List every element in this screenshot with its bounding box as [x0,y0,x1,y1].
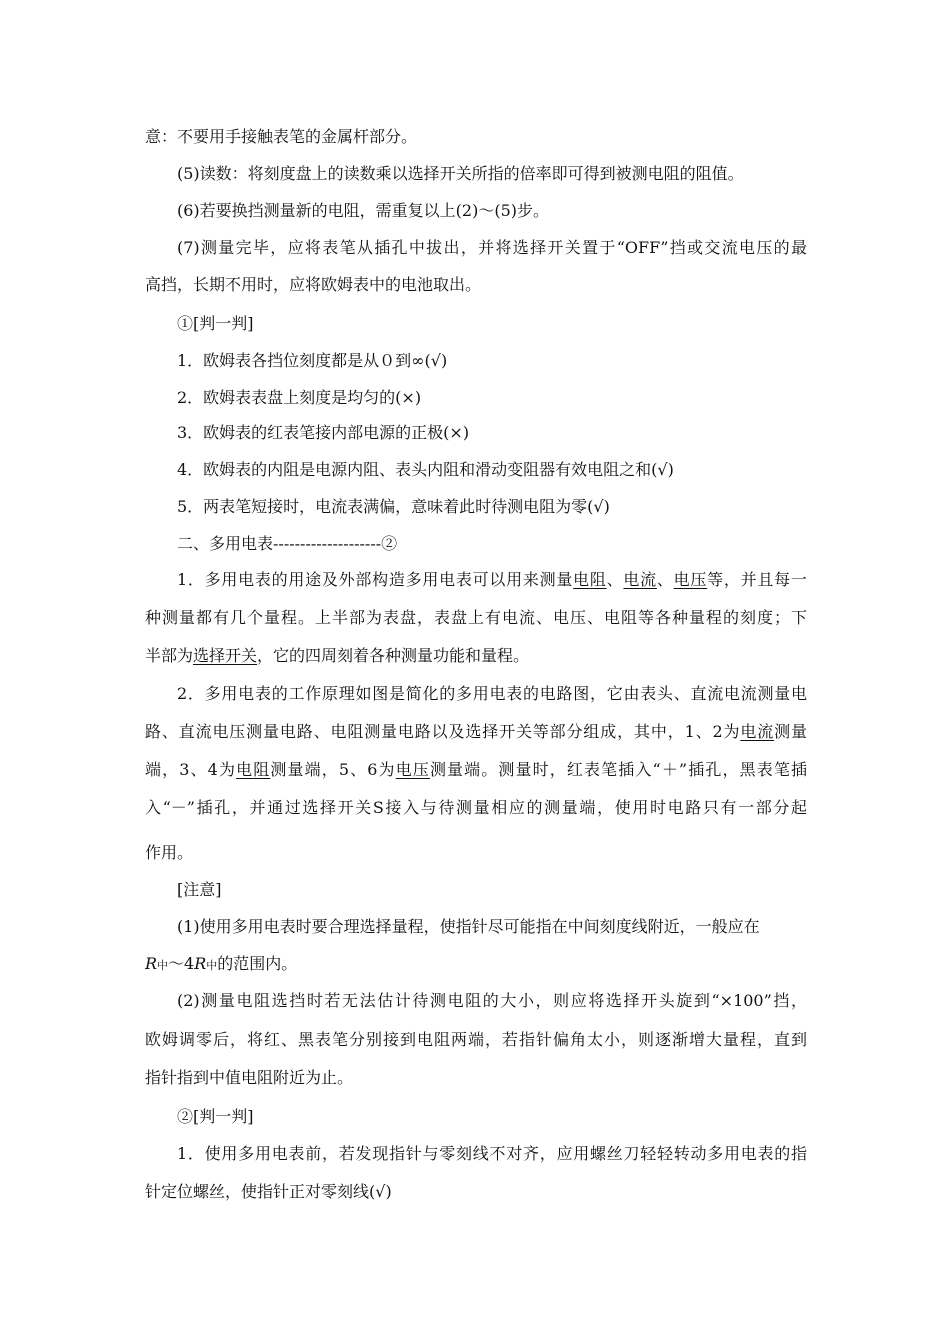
underlined-term: 选择开关 [193,646,258,665]
paragraph-line: 指针指到中值电阻附近为止。 [145,1068,354,1087]
text-span: 路、直流电压测量电路、电阻测量电路以及选择开关等部分组成，其中，1、2为 [145,722,741,741]
list-item: 1．欧姆表各挡位刻度都是从０到∞(√) [177,351,448,370]
list-item: 3．欧姆表的红表笔接内部电源的正极(×) [177,423,470,442]
text-span: 、 [606,570,624,589]
paragraph-line: 入“－”插孔，并通过选择开关S接入与待测量相应的测量端，使用时电路只有一部分起 [145,798,807,817]
formula-subscript: 中 [157,959,169,972]
text-span: 测量端，5、6为 [270,760,396,779]
paragraph-line [145,722,807,742]
text-span: 测量端。测量时，红表笔插入“＋”插孔，黑表笔插 [429,760,807,779]
text-span: 的范围内。 [217,954,298,973]
paragraph-line: 1．使用多用电表前，若发现指针与零刻线不对齐，应用螺丝刀轻轻转动多用电表的指 [177,1144,807,1163]
text-span: ，它的四周刻着各种测量功能和量程。 [257,646,530,665]
list-item: 2．欧姆表表盘上刻度是均匀的(×) [177,388,422,407]
list-item: 4．欧姆表的内阻是电源内阻、表头内阻和滑动变阻器有效电阻之和(√) [177,460,674,479]
paragraph-line [177,570,807,590]
paragraph-line: (5)读数：将刻度盘上的读数乘以选择开关所指的倍率即可得到被测电阻的阻值。 [177,164,744,183]
section-heading: ①[判一判] [177,314,254,333]
text-span: 、 [656,570,674,589]
formula-line [145,954,807,976]
paragraph-line [145,646,807,666]
paragraph-line: 2．多用电表的工作原理如图是简化的多用电表的电路图，它由表头、直流电流测量电 [177,684,807,703]
underlined-term: 电流 [740,722,775,741]
text-span: 1．多用电表的用途及外部构造多用电表可以用来测量 [177,570,574,589]
section-heading: ②[判一判] [177,1107,254,1126]
text-span: 等，并且每一 [707,570,807,589]
paragraph-line: 意：不要用手接触表笔的金属杆部分。 [145,127,418,146]
paragraph-line: 欧姆调零后，将红、黑表笔分别接到电阻两端，若指针偏角太小，则逐渐增大量程，直到 [145,1030,807,1049]
text-span: ～4 [168,954,195,973]
paragraph-line: (2)测量电阻选挡时若无法估计待测电阻的大小，则应将选择开头旋到“×100”挡， [177,991,807,1010]
underlined-term: 电压 [395,760,430,779]
paragraph-line: (6)若要换挡测量新的电阻，需重复以上(2)～(5)步。 [177,201,549,220]
list-item: 5．两表笔短接时，电流表满偏，意味着此时待测电阻为零(√) [177,497,610,516]
underlined-term: 电压 [673,570,708,589]
formula-subscript: 中 [206,959,218,972]
underlined-term: 电阻 [236,760,271,779]
paragraph-line: 种测量都有几个量程。上半部为表盘，表盘上有电流、电压、电阻等各种量程的刻度；下 [145,608,807,627]
formula-variable: R [145,954,158,973]
paragraph-line: 高挡，长期不用时，应将欧姆表中的电池取出。 [145,275,482,294]
underlined-term: 电阻 [573,570,607,589]
text-span: 端，3、4为 [145,760,237,779]
paragraph-line [145,760,807,780]
underlined-term: 电流 [623,570,657,589]
paragraph-line: 作用。 [145,843,194,862]
section-heading: [注意] [177,880,222,899]
paragraph-line: (1)使用多用电表时要合理选择量程，使指针尽可能指在中间刻度线附近，一般应在 [177,917,760,936]
paragraph-line: 针定位螺丝，使指针正对零刻线(√) [145,1182,392,1201]
formula-variable: R [194,954,207,973]
section-heading: 二、多用电表--------------------② [177,534,398,553]
text-span: 半部为 [145,646,194,665]
paragraph-line: (7)测量完毕，应将表笔从插孔中拔出，并将选择开关置于“OFF”挡或交流电压的最 [177,238,807,257]
text-span: 测量 [774,722,807,741]
